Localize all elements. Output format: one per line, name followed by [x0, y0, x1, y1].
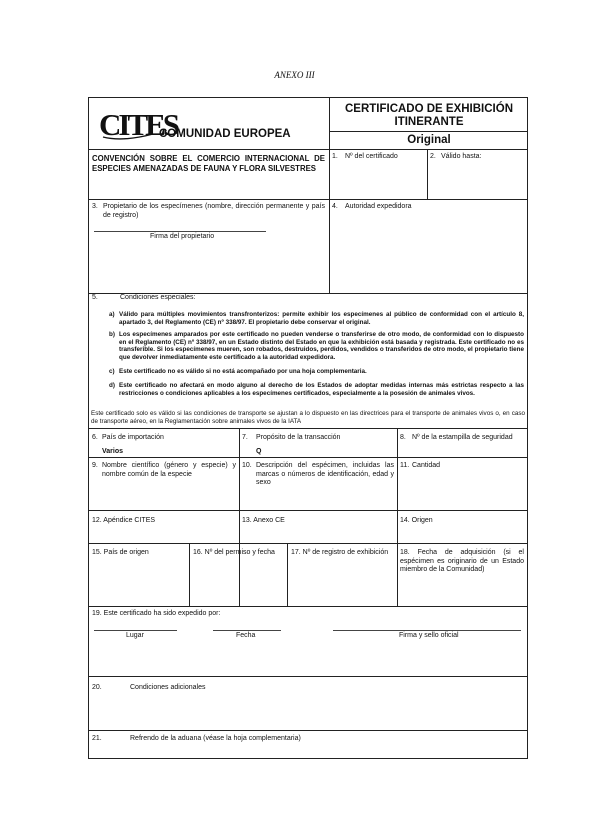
- box15-label: 15. País de origen: [92, 549, 149, 556]
- certificate-form: [88, 97, 528, 759]
- transport-note: Este certificado solo es válido si las condiciones de transporte se ajustan a lo dispuesto en las directrices para el transporte de animales vivos o, en caso de transporte aéreo, en la Reglamentación sobre animales vivos de la IATA: [91, 410, 525, 425]
- owner-signature-label: Firma del propietario: [150, 233, 215, 240]
- box14-label: 14. Origen: [400, 517, 433, 524]
- box2-label: Válido hasta:: [441, 153, 482, 160]
- certificate-title: CERTIFICADO DE EXHIBICIÓN ITINERANTE: [344, 103, 514, 128]
- box3-number: 3.: [92, 203, 98, 210]
- box11-label: Cantidad: [412, 462, 441, 469]
- box8-number: 8.: [400, 434, 406, 441]
- condition-b-text: Los especímenes amparados por este certificado no pueden venderse o transferirse de otro modo, de conformidad con lo dispuesto en el Reglamento (CE) nº 338/97, en un Estado distinto del Estado en que la exhibición está basada y registrada. Este certificado no es transferible. Si los especímenes mueren, son robados, destruidos, perdidos, vendidos o transferidos de otro modo, el propietario tiene que devolver inmediatamente este certificado a la autoridad expedidora.: [119, 331, 524, 361]
- box6-number: 6.: [92, 434, 98, 441]
- box17-label: 17. Nº de registro de exhibición: [291, 549, 389, 556]
- copy-type: Original: [407, 134, 451, 146]
- box10-number: 10.: [242, 462, 252, 469]
- box4-label: Autoridad expedidora: [345, 203, 412, 210]
- box18-label: 18. Fecha de adquisición (si el espécimen es originario de un Estado miembro de la Comunidad): [400, 549, 524, 573]
- convention-title: CONVENCIÓN SOBRE EL COMERCIO INTERNACIONAL DE ESPECIES AMENAZADAS DE FAUNA Y FLORA SILVESTRES: [92, 154, 325, 173]
- box1-number: 1.: [332, 153, 338, 160]
- condition-a-letter: a): [109, 311, 115, 318]
- box20-number: 20.: [92, 684, 102, 691]
- box11-number: 11.: [400, 462, 410, 469]
- box7-value: Q: [256, 448, 262, 455]
- box7-number: 7.: [242, 434, 248, 441]
- box12-label: 12. Apéndice CITES: [92, 517, 156, 524]
- box8-label: Nº de la estampilla de seguridad: [412, 434, 513, 441]
- box9-label: Nombre científico (género y especie) y nombre común de la especie: [102, 462, 236, 478]
- cites-logo: [97, 104, 178, 142]
- box4-number: 4.: [332, 203, 338, 210]
- condition-c-text: Este certificado no es válido si no está acompañado por una hoja complementaria.: [119, 368, 367, 375]
- condition-a-text: Válido para múltiples movimientos transfronterizos: permite exhibir los especímenes al público de conformidad con el artículo 8, apartado 3, del Reglamento (CE) nº 338/97. El propietario debe conservar el original.: [119, 311, 524, 326]
- box21-label: Refrendo de la aduana (véase la hoja complementaria): [130, 735, 301, 742]
- org-name: COMUNIDAD EUROPEA: [159, 128, 291, 140]
- box6-value: Varios: [102, 448, 124, 455]
- box3-label: Propietario de los especímenes (nombre, dirección permanente y país de registro): [103, 203, 325, 219]
- box1-label: Nº del certificado: [345, 153, 398, 160]
- svg-text:CITES: CITES: [99, 107, 178, 142]
- condition-d-letter: d): [109, 382, 115, 389]
- box19-label: 19. Este certificado ha sido expedido por:: [92, 610, 221, 617]
- box20-label: Condiciones adicionales: [130, 684, 206, 691]
- box2-number: 2.: [430, 153, 436, 160]
- box10-label: Descripción del espécimen, incluidas las marcas o números de identificación, edad y sexo: [256, 462, 394, 486]
- box6-label: País de importación: [102, 434, 164, 441]
- box13-label: 13. Anexo CE: [242, 517, 285, 524]
- date-label: Fecha: [236, 632, 256, 639]
- condition-b-letter: b): [109, 331, 115, 338]
- place-label: Lugar: [126, 632, 144, 639]
- box21-number: 21.: [92, 735, 102, 742]
- box5-label: Condiciones especiales:: [120, 294, 196, 301]
- box16-label: 16. Nº del permiso y fecha: [193, 549, 275, 556]
- official-signature-label: Firma y sello oficial: [399, 632, 459, 639]
- box7-label: Propósito de la transacción: [256, 434, 341, 441]
- annex-title: ANEXO III: [274, 70, 315, 80]
- condition-d-text: Este certificado no afectará en modo alguno al derecho de los Estados de adoptar medidas internas más estrictas respecto a las restricciones o condiciones aplicables a los especímenes certificados, especialmente a la posesión de animales vivos.: [119, 382, 524, 397]
- box5-number: 5.: [92, 294, 98, 301]
- box9-number: 9.: [92, 462, 98, 469]
- condition-c-letter: c): [109, 368, 115, 375]
